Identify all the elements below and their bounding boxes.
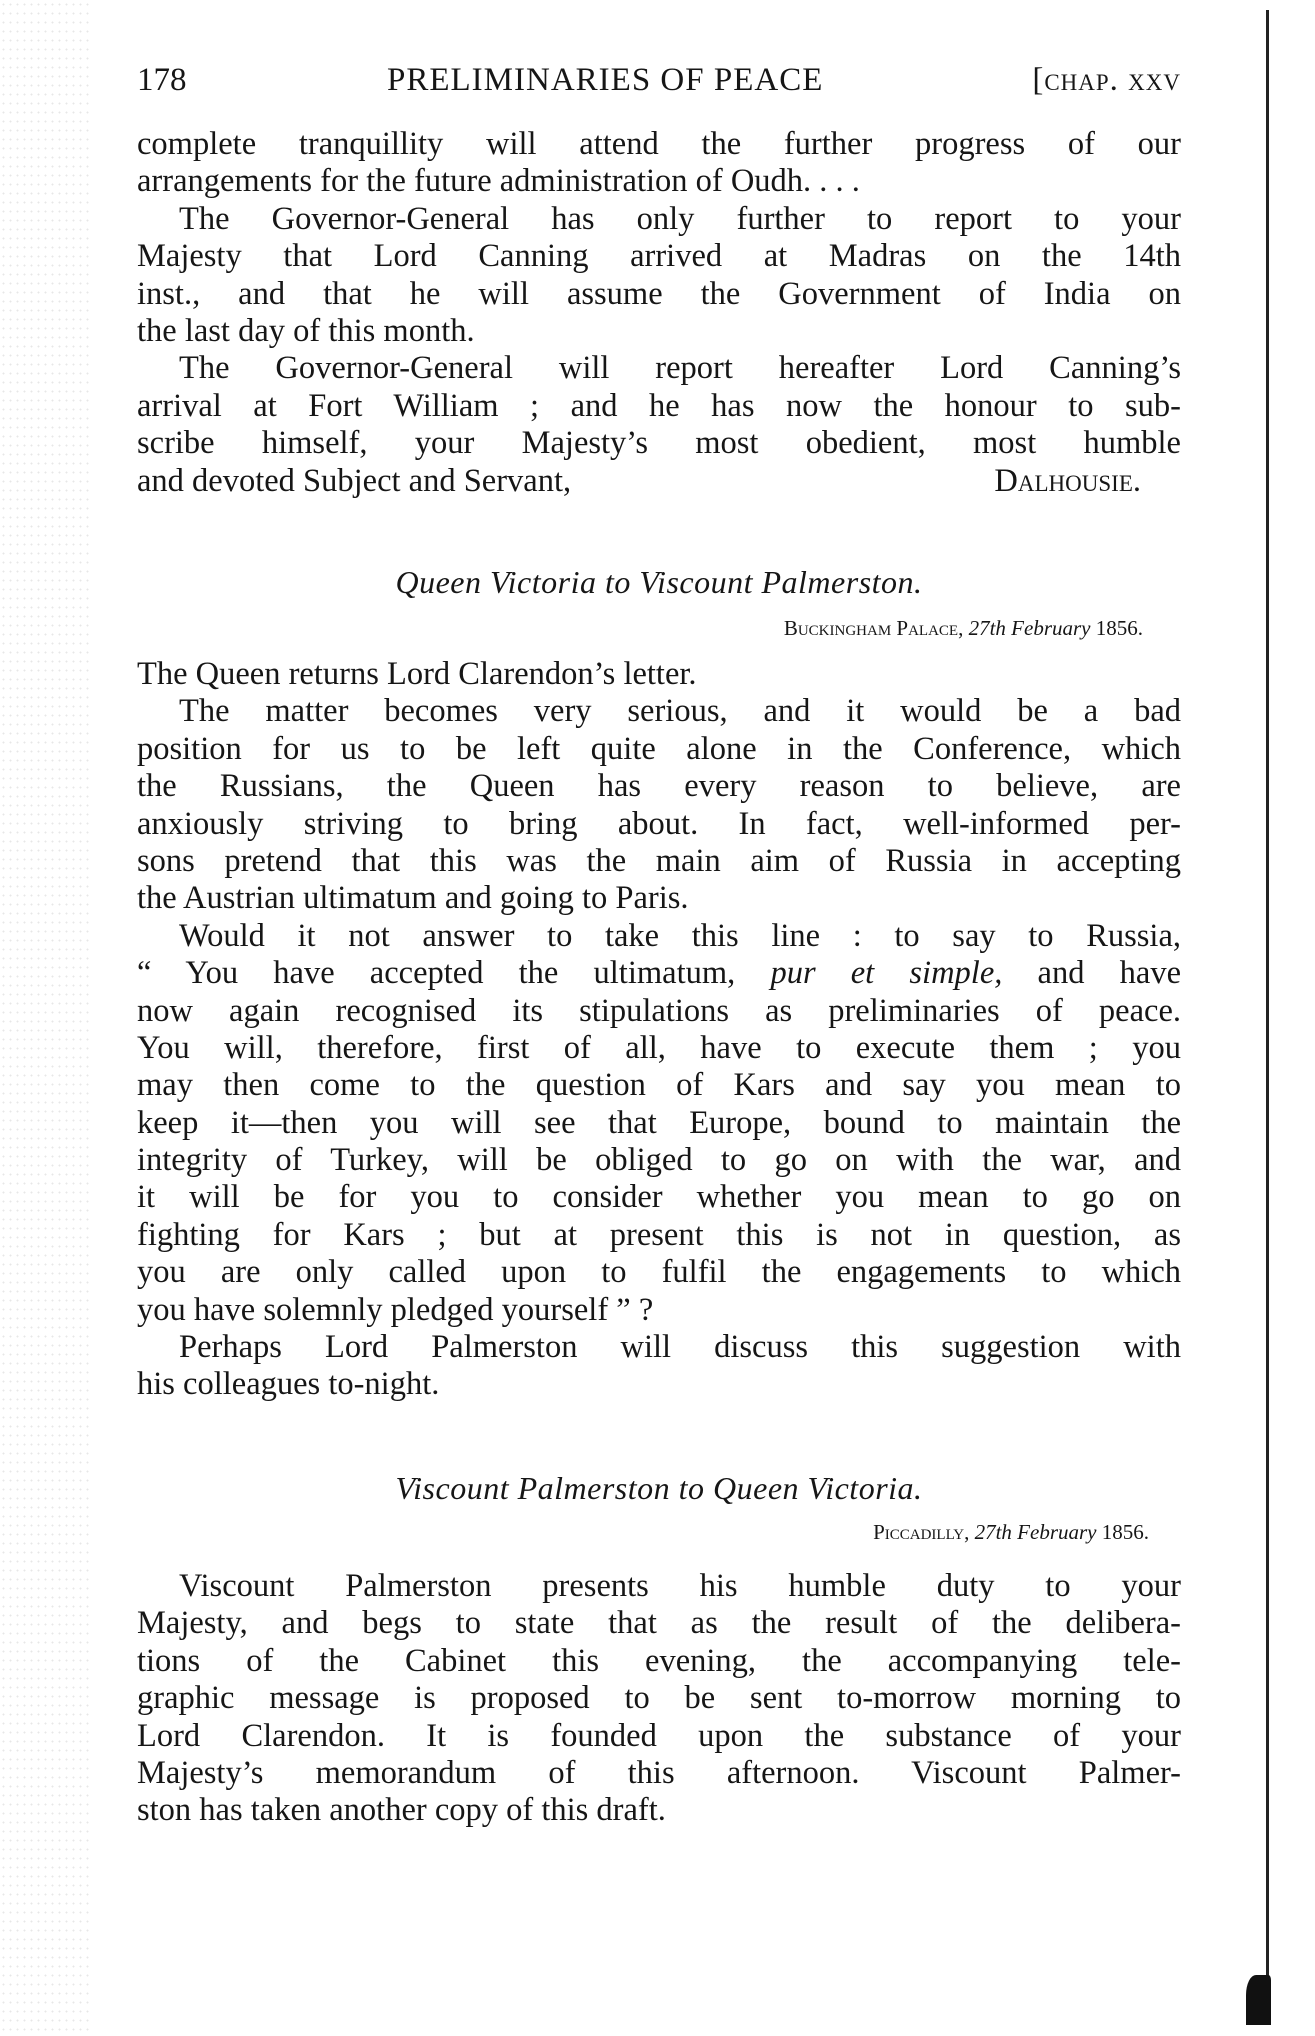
line-text: and devoted Subject and Servant, bbox=[137, 462, 572, 499]
line-text: scribe himself, your Majesty’s most obedient, most humble bbox=[137, 425, 1181, 462]
dateline-day: 27th February bbox=[968, 616, 1091, 640]
line-text: Majesty’s memorandum of this afternoon. Viscount Palmer- bbox=[137, 1754, 1181, 1791]
line-text: may then come to the question of Kars and say you mean to bbox=[137, 1067, 1181, 1104]
line-text: integrity of Turkey, will be obliged to go on with the war, and bbox=[137, 1142, 1181, 1179]
text-line bbox=[137, 163, 1181, 200]
text-line bbox=[137, 1179, 1181, 1216]
line-text: complete tranquillity will attend the further progress of our bbox=[137, 126, 1181, 162]
text-line bbox=[137, 350, 1181, 387]
text-line bbox=[137, 1105, 1181, 1142]
line-text: you are only called upon to fulfil the engagements to which bbox=[137, 1254, 1181, 1291]
letter2-body bbox=[137, 656, 1181, 1404]
line-text: the Austrian ultimatum and going to Paris. bbox=[137, 880, 689, 917]
text-line bbox=[137, 201, 1181, 238]
line-text: now again recognised its stipulations as preliminaries of peace. bbox=[137, 992, 1181, 1029]
line-text: keep it—then you will see that Europe, bound to maintain the bbox=[137, 1104, 1181, 1141]
text-line bbox=[137, 1142, 1181, 1179]
text-line bbox=[137, 955, 1181, 992]
text-line bbox=[137, 1366, 1181, 1403]
page-edge-rule bbox=[1266, 10, 1269, 2020]
line-text: You will, therefore, first of all, have to execute them ; you bbox=[137, 1029, 1181, 1066]
line-text: The Governor-General will report hereafter Lord Canning’s bbox=[179, 350, 1181, 387]
text-line bbox=[137, 806, 1181, 843]
letter2-dateline bbox=[784, 615, 1143, 641]
line-text: ston has taken another copy of this draft. bbox=[137, 1792, 666, 1829]
chapter-label: [chap. xxv bbox=[1032, 62, 1181, 98]
letter2-heading: Queen Victoria to Viscount Palmerston. bbox=[395, 564, 923, 600]
text-line bbox=[137, 1718, 1181, 1755]
text-line bbox=[137, 1217, 1181, 1254]
text-line bbox=[137, 1067, 1181, 1104]
line-text: inst., and that he will assume the Government of India on bbox=[137, 275, 1181, 312]
line-text: the Russians, the Queen has every reason to believe, are bbox=[137, 768, 1181, 805]
text-line bbox=[137, 313, 1181, 350]
line-text: Majesty, and begs to state that as the result of the delibera- bbox=[137, 1605, 1181, 1642]
dateline-day: 27th February bbox=[974, 1520, 1097, 1544]
page-number: 178 bbox=[137, 62, 187, 98]
line-text: sons pretend that this was the main aim of Russia in accepting bbox=[137, 842, 1181, 879]
line-text: Majesty that Lord Canning arrived at Madras on the 14th bbox=[137, 238, 1181, 275]
line-text: it will be for you to consider whether you mean to go on bbox=[137, 1179, 1181, 1216]
text-line bbox=[137, 1254, 1181, 1291]
text-line bbox=[137, 276, 1181, 313]
line-text: graphic message is proposed to be sent to-morrow morning to bbox=[137, 1680, 1181, 1717]
text-line bbox=[137, 993, 1181, 1030]
line-text: The matter becomes very serious, and it would be a bad bbox=[179, 693, 1181, 730]
dateline-year: 1856. bbox=[1095, 616, 1143, 640]
text-line bbox=[137, 656, 1181, 693]
line-text: Perhaps Lord Palmerston will discuss this suggestion with bbox=[179, 1329, 1181, 1366]
text-line bbox=[137, 1568, 1181, 1605]
text-line bbox=[137, 880, 1181, 917]
text-line bbox=[137, 918, 1181, 955]
text-line bbox=[137, 238, 1181, 275]
line-text: The Governor-General has only further to report to your bbox=[179, 200, 1181, 237]
text-line bbox=[137, 1030, 1181, 1067]
letter3-heading: Viscount Palmerston to Queen Victoria. bbox=[395, 1470, 923, 1506]
text-line bbox=[137, 425, 1181, 462]
signature: Dalhousie. bbox=[994, 462, 1141, 499]
text-line bbox=[137, 731, 1181, 768]
scan-artifact bbox=[1246, 1975, 1271, 2025]
line-text: Would it not answer to take this line : to say to Russia, bbox=[179, 917, 1181, 954]
line-text: his colleagues to-night. bbox=[137, 1366, 440, 1403]
text-line bbox=[137, 1605, 1181, 1642]
line-text: Lord Clarendon. It is founded upon the substance of your bbox=[137, 1717, 1181, 1754]
line-text: fighting for Kars ; but at present this is not in question, as bbox=[137, 1216, 1181, 1253]
letter1-body bbox=[137, 126, 1181, 500]
line-text: arrival at Fort William ; and he has now the honour to sub- bbox=[137, 387, 1181, 424]
text-line bbox=[137, 1680, 1181, 1717]
line-text: and have bbox=[1002, 955, 1182, 992]
dateline-year: 1856. bbox=[1101, 1520, 1149, 1544]
line-text: The Queen returns Lord Clarendon’s letter. bbox=[137, 656, 697, 692]
scan-noise bbox=[0, 0, 90, 2036]
text-line bbox=[137, 126, 1181, 163]
line-text: the last day of this month. bbox=[137, 312, 475, 349]
text-line bbox=[137, 768, 1181, 805]
italic-text: pur et simple, bbox=[770, 955, 1003, 992]
line-text: anxiously striving to bring about. In fact, well-informed per- bbox=[137, 805, 1181, 842]
text-line bbox=[137, 1292, 1181, 1329]
text-line bbox=[137, 463, 1181, 500]
text-line bbox=[137, 388, 1181, 425]
text-line bbox=[137, 1643, 1181, 1680]
text-line bbox=[137, 1329, 1181, 1366]
running-header bbox=[137, 62, 1181, 102]
text-line bbox=[137, 693, 1181, 730]
line-text: “ You have accepted the ultimatum, bbox=[137, 955, 771, 992]
text-line bbox=[137, 1792, 1181, 1829]
line-text: tions of the Cabinet this evening, the accompanying tele- bbox=[137, 1642, 1181, 1679]
line-text: Viscount Palmerston presents his humble duty to your bbox=[179, 1568, 1181, 1604]
letter3-body bbox=[137, 1568, 1181, 1830]
letter3-dateline bbox=[873, 1519, 1149, 1545]
text-line bbox=[137, 1755, 1181, 1792]
running-title: PRELIMINARIES OF PEACE bbox=[387, 62, 824, 98]
text-line bbox=[137, 843, 1181, 880]
dateline-place: Buckingham Palace, bbox=[783, 616, 964, 640]
dateline-place: Piccadilly, bbox=[873, 1520, 970, 1544]
line-text: you have solemnly pledged yourself ” ? bbox=[137, 1291, 654, 1328]
line-text: position for us to be left quite alone in the Conference, which bbox=[137, 730, 1181, 767]
line-text: arrangements for the future administration of Oudh. . . . bbox=[137, 163, 860, 200]
